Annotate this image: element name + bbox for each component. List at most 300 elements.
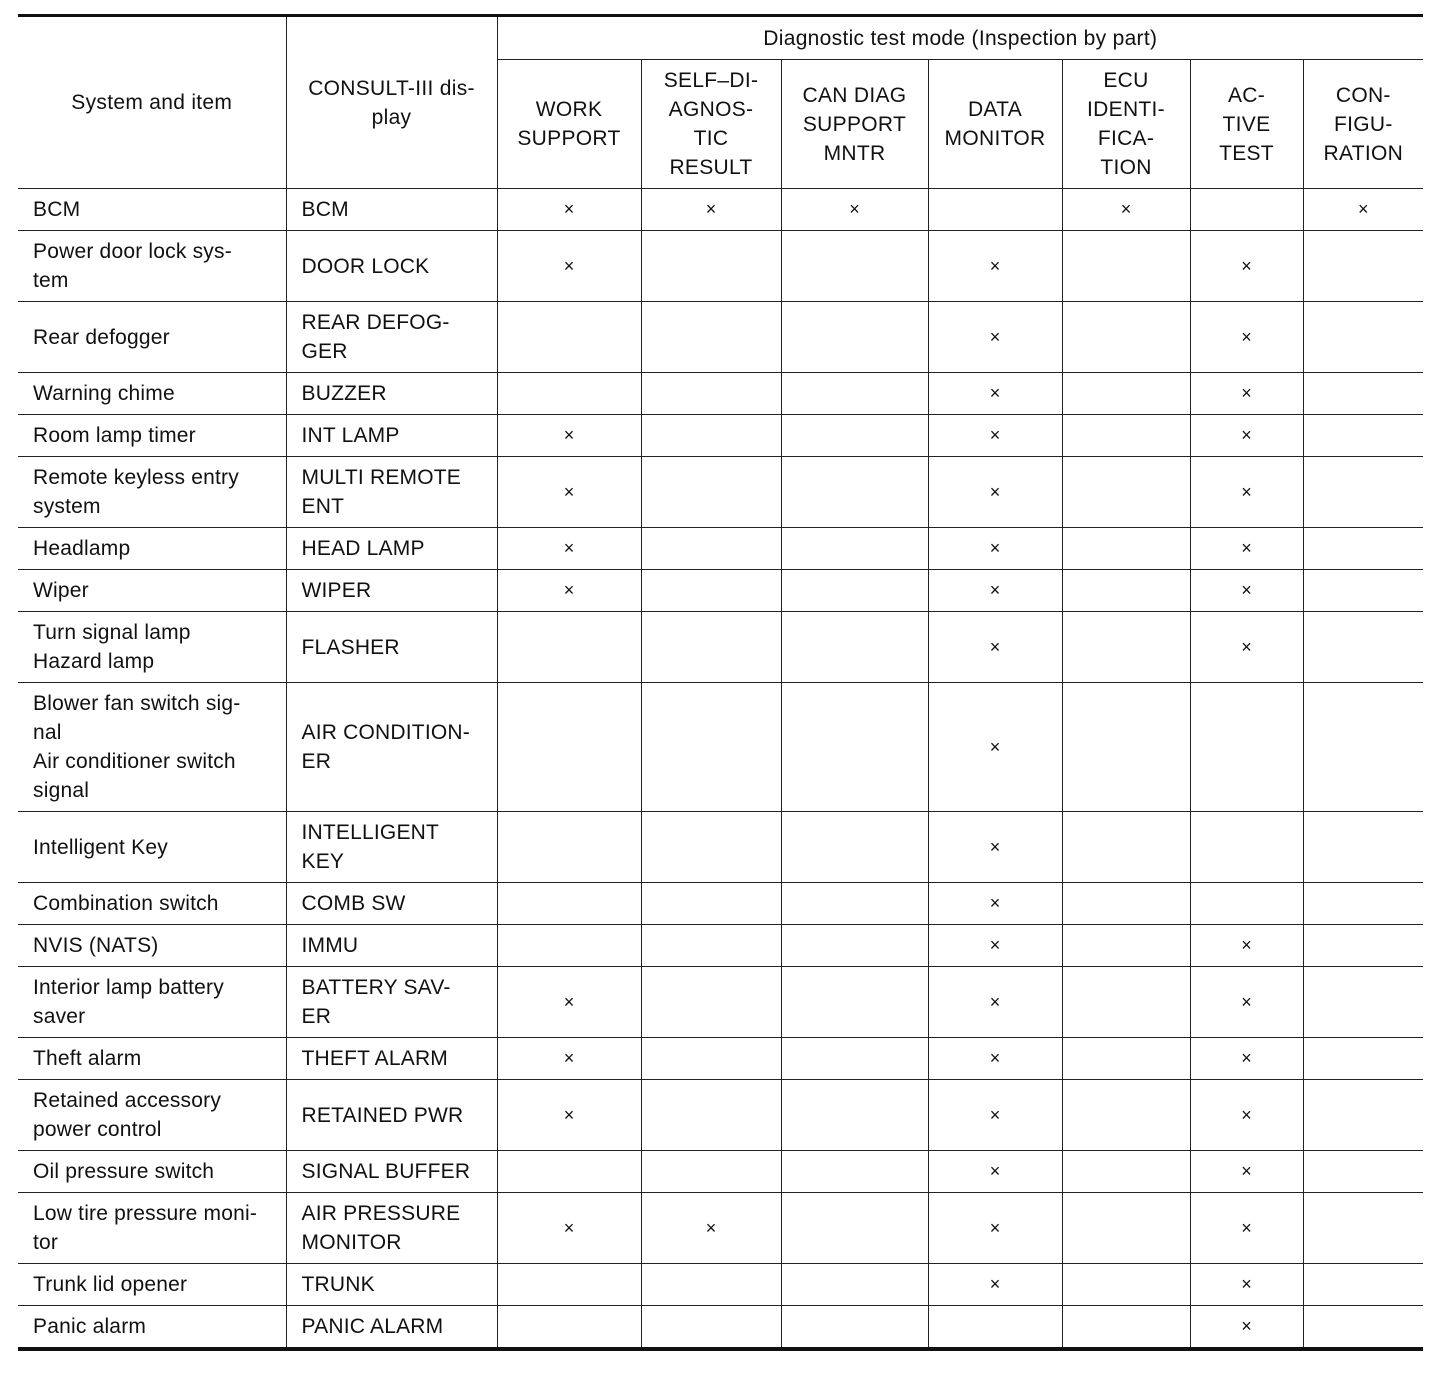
mode-mark: ×: [563, 538, 575, 558]
consult-display-text: MULTI REMOTE ENT: [301, 466, 462, 518]
mode-mark-cell: [497, 883, 641, 925]
consult-display-cell: [286, 570, 497, 612]
mode-mark-cell: [497, 967, 641, 1038]
system-item-cell: [18, 683, 286, 812]
consult-display-text: BATTERY SAV- ER: [301, 976, 451, 1028]
mode-mark-cell: [1190, 883, 1303, 925]
mode-mark-cell: [1062, 1264, 1190, 1306]
mode-mark-cell: [497, 1264, 641, 1306]
header-consult-display-label: CONSULT-III dis- play: [308, 76, 475, 129]
table-row: [18, 373, 1423, 415]
mode-mark-cell: [928, 528, 1062, 570]
mode-label: ECU IDENTI- FICA- TION: [1087, 69, 1165, 179]
mode-label: CAN DIAG SUPPORT MNTR: [802, 83, 907, 165]
mode-mark-cell: [928, 302, 1062, 373]
mode-mark-cell: [928, 231, 1062, 302]
mode-mark-cell: [781, 1193, 928, 1264]
mode-label: WORK SUPPORT: [517, 98, 621, 150]
system-item-text: Wiper: [33, 579, 89, 602]
mode-mark-cell: [641, 189, 781, 231]
header-mode-group: [497, 16, 1423, 60]
mode-mark-cell: [1190, 189, 1303, 231]
consult-display-cell: [286, 883, 497, 925]
mode-mark-cell: [1303, 812, 1423, 883]
mode-mark: ×: [563, 199, 575, 219]
consult-display-text: HEAD LAMP: [301, 537, 425, 560]
mode-mark-cell: [641, 1038, 781, 1080]
mode-mark-cell: [1062, 1080, 1190, 1151]
table-row: [18, 302, 1423, 373]
mode-mark-cell: [497, 1080, 641, 1151]
mode-mark-cell: [641, 415, 781, 457]
mode-mark-cell: [641, 1306, 781, 1350]
mode-mark-cell: [1303, 1264, 1423, 1306]
consult-display-cell: [286, 925, 497, 967]
mode-mark-cell: [781, 1038, 928, 1080]
table-body: [18, 189, 1423, 1350]
mode-mark-cell: [641, 373, 781, 415]
mode-mark: ×: [989, 481, 1001, 502]
mode-mark-cell: [641, 1151, 781, 1193]
mode-mark: ×: [1241, 1217, 1252, 1238]
mode-mark-cell: [1303, 1038, 1423, 1080]
system-item-cell: [18, 812, 286, 883]
mode-mark-cell: [1062, 812, 1190, 883]
mode-mark-cell: [1062, 231, 1190, 302]
header-consult-display: [286, 16, 497, 189]
mode-mark-cell: [1190, 1193, 1303, 1264]
consult-display-text: INTELLIGENT KEY: [301, 821, 440, 873]
header-mode-group-label: Diagnostic test mode (Inspection by part): [763, 26, 1158, 50]
mode-mark-cell: [497, 302, 641, 373]
mode-label: AC- TIVE TEST: [1219, 83, 1274, 165]
mode-mark-cell: [1303, 528, 1423, 570]
mode-mark-cell: [1303, 883, 1423, 925]
mode-mark-cell: [497, 528, 641, 570]
mode-mark-cell: [1190, 302, 1303, 373]
table-row: [18, 683, 1423, 812]
system-item-text: Blower fan switch sig- nal Air conditioner switch signal: [33, 692, 241, 802]
table-header: [18, 16, 1423, 189]
mode-mark-cell: [1303, 1193, 1423, 1264]
mode-mark-cell: [641, 457, 781, 528]
mode-mark-cell: [1190, 683, 1303, 812]
header-mode-work-support: [497, 60, 641, 189]
mode-mark-cell: [497, 1038, 641, 1080]
mode-label: SELF–DI- AGNOS- TIC RESULT: [663, 69, 759, 179]
consult-display-cell: [286, 373, 497, 415]
mode-mark-cell: [781, 189, 928, 231]
system-item-cell: [18, 189, 286, 231]
mode-mark-cell: [1303, 570, 1423, 612]
consult-display-text: AIR CONDITION- ER: [301, 721, 470, 773]
mode-mark-cell: [1303, 415, 1423, 457]
system-item-cell: [18, 1151, 286, 1193]
consult-display-cell: [286, 1151, 497, 1193]
mode-mark: ×: [989, 425, 1001, 445]
system-item-text: Remote keyless entry system: [33, 466, 239, 518]
consult-display-text: BCM: [301, 198, 349, 221]
mode-mark-cell: [928, 570, 1062, 612]
system-item-text: Headlamp: [33, 537, 131, 560]
header-row-group: [18, 16, 1423, 60]
consult-display-cell: [286, 457, 497, 528]
system-item-text: Warning chime: [33, 382, 175, 405]
mode-mark-cell: [497, 1306, 641, 1350]
mode-mark-cell: [781, 457, 928, 528]
system-item-cell: [18, 231, 286, 302]
mode-mark: ×: [989, 935, 1001, 955]
mode-mark-cell: [928, 612, 1062, 683]
mode-mark-cell: [781, 528, 928, 570]
system-item-cell: [18, 415, 286, 457]
mode-mark: ×: [989, 991, 1001, 1012]
system-item-cell: [18, 570, 286, 612]
mode-mark-cell: [641, 612, 781, 683]
consult-display-text: WIPER: [301, 579, 372, 602]
mode-mark-cell: [641, 528, 781, 570]
table-row: [18, 967, 1423, 1038]
system-item-cell: [18, 967, 286, 1038]
mode-mark-cell: [1062, 415, 1190, 457]
mode-mark-cell: [497, 415, 641, 457]
mode-mark-cell: [1303, 1306, 1423, 1350]
mode-mark-cell: [1190, 457, 1303, 528]
mode-mark-cell: [928, 1193, 1062, 1264]
system-item-text: Power door lock sys- tem: [33, 240, 232, 292]
mode-mark-cell: [928, 967, 1062, 1038]
consult-display-text: INT LAMP: [301, 424, 400, 447]
consult-display-text: COMB SW: [301, 892, 406, 915]
mode-mark: ×: [849, 199, 860, 219]
mode-mark: ×: [989, 736, 1001, 757]
mode-mark-cell: [1062, 1193, 1190, 1264]
mode-mark: ×: [1241, 425, 1252, 445]
system-item-text: Theft alarm: [33, 1047, 142, 1070]
mode-mark-cell: [1062, 528, 1190, 570]
mode-mark: ×: [563, 580, 575, 600]
mode-mark-cell: [1062, 1038, 1190, 1080]
mode-mark-cell: [497, 925, 641, 967]
mode-mark: ×: [563, 1104, 575, 1125]
mode-mark: ×: [989, 326, 1001, 347]
mode-mark: ×: [1120, 199, 1132, 219]
header-mode-configuration: [1303, 60, 1423, 189]
system-item-text: Intelligent Key: [33, 835, 168, 859]
mode-mark-cell: [928, 457, 1062, 528]
mode-mark-cell: [641, 570, 781, 612]
mode-mark: ×: [989, 580, 1001, 600]
table-row: [18, 189, 1423, 231]
mode-mark-cell: [928, 1080, 1062, 1151]
mode-mark-cell: [497, 683, 641, 812]
consult-display-cell: [286, 1038, 497, 1080]
mode-mark-cell: [1303, 231, 1423, 302]
table-row: [18, 612, 1423, 683]
system-item-text: Retained accessory power control: [33, 1089, 222, 1141]
consult-display-cell: [286, 612, 497, 683]
mode-mark-cell: [1062, 1151, 1190, 1193]
system-item-text: NVIS (NATS): [33, 934, 159, 957]
mode-mark: ×: [563, 425, 575, 445]
table-row: [18, 925, 1423, 967]
mode-mark-cell: [781, 612, 928, 683]
mode-mark: ×: [989, 1217, 1001, 1238]
mode-mark-cell: [1303, 373, 1423, 415]
system-item-text: Interior lamp battery saver: [33, 976, 224, 1028]
mode-mark-cell: [928, 1306, 1062, 1350]
table-row: [18, 812, 1423, 883]
mode-mark-cell: [497, 231, 641, 302]
table-row: [18, 1193, 1423, 1264]
system-item-cell: [18, 1038, 286, 1080]
table-row: [18, 1264, 1423, 1306]
mode-mark-cell: [781, 1306, 928, 1350]
mode-mark-cell: [928, 1151, 1062, 1193]
mode-mark-cell: [497, 612, 641, 683]
consult-display-cell: [286, 812, 497, 883]
mode-mark: ×: [1241, 1161, 1252, 1181]
mode-mark-cell: [641, 1264, 781, 1306]
mode-mark: ×: [563, 1048, 575, 1068]
mode-mark-cell: [928, 812, 1062, 883]
table-row: [18, 1038, 1423, 1080]
mode-mark-cell: [497, 1193, 641, 1264]
system-item-text: Low tire pressure moni- tor: [33, 1202, 258, 1254]
mode-mark-cell: [1062, 189, 1190, 231]
mode-mark-cell: [781, 373, 928, 415]
consult-display-text: FLASHER: [301, 635, 400, 659]
mode-mark-cell: [1190, 570, 1303, 612]
system-item-cell: [18, 1306, 286, 1350]
mode-mark: ×: [989, 1048, 1001, 1068]
mode-mark: ×: [563, 1217, 575, 1238]
system-item-cell: [18, 457, 286, 528]
mode-mark: ×: [563, 991, 575, 1012]
mode-mark: ×: [989, 836, 1001, 857]
table-row: [18, 231, 1423, 302]
system-item-cell: [18, 528, 286, 570]
mode-mark-cell: [1190, 612, 1303, 683]
consult-display-cell: [286, 683, 497, 812]
mode-mark-cell: [1303, 925, 1423, 967]
mode-mark: ×: [1241, 1274, 1252, 1294]
system-item-cell: [18, 1080, 286, 1151]
consult-display-text: RETAINED PWR: [301, 1103, 464, 1127]
mode-mark: ×: [1241, 1104, 1252, 1125]
mode-mark: ×: [563, 255, 575, 276]
table-row: [18, 528, 1423, 570]
mode-mark-cell: [781, 415, 928, 457]
mode-mark: ×: [705, 1217, 717, 1238]
mode-mark-cell: [497, 570, 641, 612]
mode-mark: ×: [1241, 580, 1252, 600]
header-mode-can-diag-support-mntr: [781, 60, 928, 189]
consult-display-cell: [286, 1080, 497, 1151]
consult-display-cell: [286, 189, 497, 231]
mode-mark-cell: [1303, 683, 1423, 812]
mode-mark: ×: [563, 481, 575, 502]
system-item-cell: [18, 1264, 286, 1306]
system-item-text: Room lamp timer: [33, 424, 196, 447]
mode-mark: ×: [1241, 935, 1252, 955]
mode-mark-cell: [781, 231, 928, 302]
mode-mark: ×: [989, 1104, 1001, 1125]
consult-display-text: SIGNAL BUFFER: [301, 1160, 471, 1183]
mode-mark-cell: [781, 812, 928, 883]
table-row: [18, 1080, 1423, 1151]
mode-mark: ×: [1241, 1316, 1252, 1336]
system-item-cell: [18, 373, 286, 415]
mode-mark: ×: [705, 199, 717, 219]
mode-mark-cell: [641, 1080, 781, 1151]
consult-display-cell: [286, 1264, 497, 1306]
mode-mark-cell: [1303, 1151, 1423, 1193]
consult-display-text: THEFT ALARM: [301, 1047, 449, 1070]
consult-display-text: PANIC ALARM: [301, 1315, 444, 1338]
table-row: [18, 883, 1423, 925]
system-item-text: BCM: [33, 198, 81, 221]
mode-mark-cell: [781, 570, 928, 612]
mode-mark: ×: [989, 1161, 1001, 1181]
mode-mark-cell: [1190, 1151, 1303, 1193]
mode-mark-cell: [1190, 415, 1303, 457]
mode-mark-cell: [1190, 1264, 1303, 1306]
mode-mark-cell: [1062, 925, 1190, 967]
system-item-cell: [18, 612, 286, 683]
system-item-text: Panic alarm: [33, 1315, 147, 1338]
header-mode-active-test: [1190, 60, 1303, 189]
mode-mark: ×: [989, 538, 1001, 558]
consult-display-cell: [286, 528, 497, 570]
mode-mark-cell: [781, 683, 928, 812]
mode-mark-cell: [928, 373, 1062, 415]
consult-display-text: DOOR LOCK: [301, 254, 430, 278]
mode-mark-cell: [1190, 1080, 1303, 1151]
consult-display-cell: [286, 415, 497, 457]
mode-mark-cell: [497, 457, 641, 528]
mode-mark-cell: [497, 189, 641, 231]
mode-mark-cell: [1190, 812, 1303, 883]
system-item-cell: [18, 1193, 286, 1264]
header-system-item-label: System and item: [71, 91, 233, 114]
table-row: [18, 570, 1423, 612]
mode-mark-cell: [1303, 1080, 1423, 1151]
mode-label: CON- FIGU- RATION: [1323, 83, 1404, 165]
mode-mark-cell: [641, 1193, 781, 1264]
table-row: [18, 1151, 1423, 1193]
mode-mark-cell: [1062, 457, 1190, 528]
header-mode-data-monitor: [928, 60, 1062, 189]
mode-mark: ×: [989, 893, 1001, 913]
mode-mark-cell: [1062, 570, 1190, 612]
mode-mark-cell: [781, 302, 928, 373]
mode-mark-cell: [1062, 883, 1190, 925]
system-item-text: Turn signal lamp Hazard lamp: [33, 621, 191, 673]
consult-display-text: BUZZER: [301, 382, 387, 405]
mode-mark: ×: [989, 1274, 1001, 1294]
mode-mark-cell: [497, 812, 641, 883]
mode-mark-cell: [781, 1264, 928, 1306]
consult-display-cell: [286, 967, 497, 1038]
system-item-cell: [18, 302, 286, 373]
mode-mark-cell: [497, 373, 641, 415]
consult-display-text: IMMU: [301, 934, 359, 957]
consult-display-cell: [286, 1193, 497, 1264]
mode-mark-cell: [1062, 967, 1190, 1038]
mode-mark-cell: [928, 1038, 1062, 1080]
consult-display-cell: [286, 1306, 497, 1350]
mode-mark: ×: [989, 255, 1001, 276]
diagnostic-mode-table: [18, 14, 1423, 1351]
mode-mark: ×: [1241, 383, 1252, 403]
mode-mark-cell: [1190, 967, 1303, 1038]
mode-mark-cell: [928, 1264, 1062, 1306]
mode-mark: ×: [989, 383, 1001, 403]
consult-display-cell: [286, 302, 497, 373]
mode-mark-cell: [641, 925, 781, 967]
mode-mark-cell: [1062, 683, 1190, 812]
mode-mark: ×: [1241, 1048, 1252, 1068]
system-item-cell: [18, 925, 286, 967]
mode-mark: ×: [1241, 326, 1252, 347]
mode-mark-cell: [497, 1151, 641, 1193]
header-mode-ecu-identification: [1062, 60, 1190, 189]
mode-mark-cell: [781, 1080, 928, 1151]
mode-mark-cell: [928, 189, 1062, 231]
mode-mark-cell: [1303, 612, 1423, 683]
mode-mark-cell: [1062, 373, 1190, 415]
mode-mark-cell: [1303, 189, 1423, 231]
mode-mark-cell: [1190, 1306, 1303, 1350]
mode-mark: ×: [1241, 636, 1252, 657]
mode-mark-cell: [641, 231, 781, 302]
mode-mark: ×: [1241, 538, 1252, 558]
mode-mark: ×: [1241, 255, 1252, 276]
mode-mark-cell: [1303, 967, 1423, 1038]
mode-mark: ×: [1358, 199, 1369, 219]
mode-mark-cell: [928, 883, 1062, 925]
mode-mark-cell: [781, 1151, 928, 1193]
mode-mark-cell: [1190, 528, 1303, 570]
consult-display-text: TRUNK: [301, 1273, 375, 1296]
system-item-text: Rear defogger: [33, 325, 170, 349]
mode-mark-cell: [928, 415, 1062, 457]
mode-mark-cell: [781, 925, 928, 967]
mode-mark-cell: [641, 883, 781, 925]
table-row: [18, 1306, 1423, 1350]
mode-mark-cell: [928, 925, 1062, 967]
mode-mark: ×: [1241, 481, 1252, 502]
mode-mark-cell: [641, 683, 781, 812]
mode-mark: ×: [989, 636, 1001, 657]
mode-mark-cell: [1190, 231, 1303, 302]
mode-mark-cell: [928, 683, 1062, 812]
system-item-text: Oil pressure switch: [33, 1160, 215, 1183]
mode-mark-cell: [1190, 925, 1303, 967]
consult-display-cell: [286, 231, 497, 302]
mode-label: DATA MONITOR: [944, 98, 1046, 150]
consult-display-text: AIR PRESSURE MONITOR: [301, 1202, 461, 1254]
header-mode-self-diagnostic-result: [641, 60, 781, 189]
mode-mark: ×: [1241, 991, 1252, 1012]
system-item-cell: [18, 883, 286, 925]
mode-mark-cell: [1190, 373, 1303, 415]
mode-mark-cell: [1062, 612, 1190, 683]
consult-display-text: REAR DEFOG- GER: [301, 311, 450, 363]
table-row: [18, 415, 1423, 457]
mode-mark-cell: [1062, 302, 1190, 373]
